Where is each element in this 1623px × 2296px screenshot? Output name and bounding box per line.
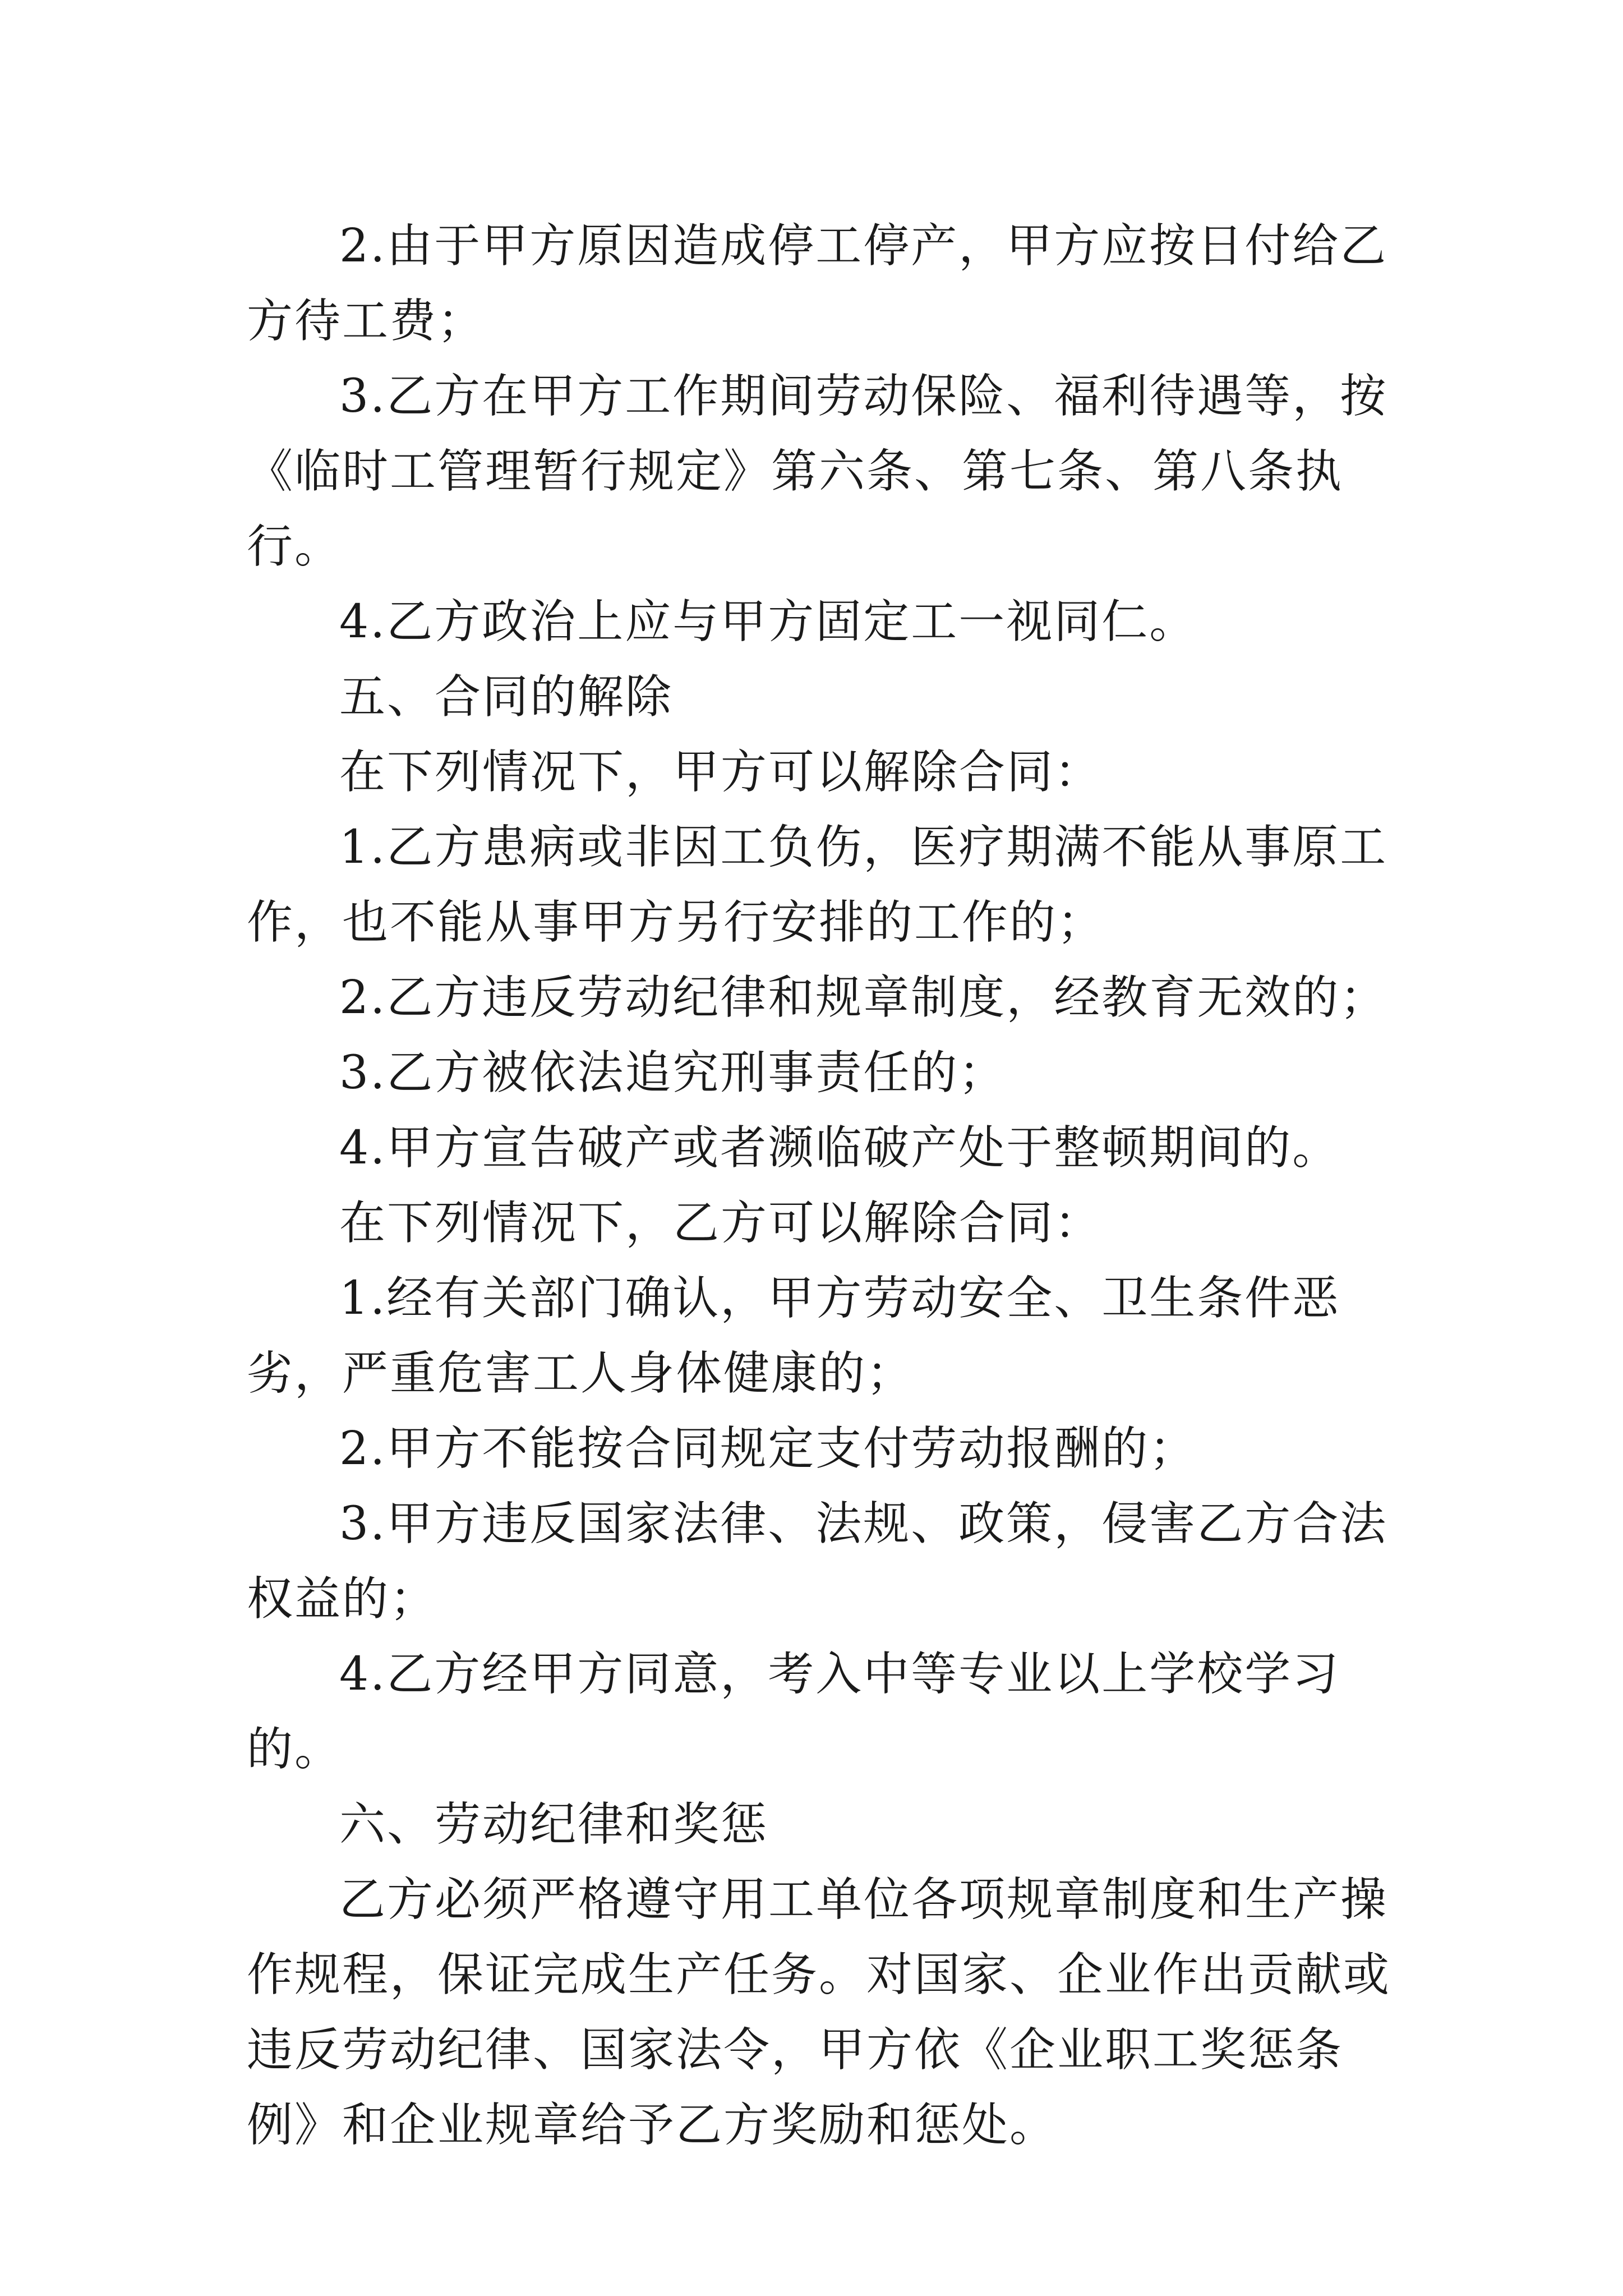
document-page [247, 209, 1396, 2163]
list-item-b-4: 4.乙方经甲方同意，考入中等专业以上学校学习的。 [247, 1648, 1340, 1776]
paragraph-discipline-rules: 乙方必须严格遵守用工单位各项规章制度和生产操作规程，保证完成生产任务。对国家、企业作出贡献或违反劳动纪律、国家法令，甲方依《企业职工奖惩条例》和企业规章给予乙方奖励和惩处。 [247, 1873, 1391, 2152]
paragraph-party-b-terminate-intro: 在下列情况下，乙方可以解除合同： [339, 1197, 1103, 1250]
list-item-a-2: 2.乙方违反劳动纪律和规章制度，经教育无效的； [339, 971, 1388, 1024]
list-item-b-1: 1.经有关部门确认，甲方劳动安全、卫生条件恶劣，严重危害工人身体健康的； [247, 1272, 1340, 1400]
section-heading-termination: 五、合同的解除 [339, 670, 674, 724]
paragraph-insurance-benefits: 3.乙方在甲方工作期间劳动保险、福利待遇等，按《临时工管理暂行规定》第六条、第七条、第八条执行。 [247, 370, 1388, 573]
list-item-b-2: 2.甲方不能按合同规定支付劳动报酬的； [339, 1422, 1197, 1475]
list-item-a-1: 1.乙方患病或非因工负伤，医疗期满不能从事原工作，也不能从事甲方另行安排的工作的； [247, 821, 1388, 949]
section-heading-discipline: 六、劳动纪律和奖惩 [339, 1798, 769, 1851]
paragraph-party-a-terminate-intro: 在下列情况下，甲方可以解除合同： [339, 746, 1103, 799]
paragraph-standby-pay: 2.由于甲方原因造成停工停产，甲方应按日付给乙方待工费； [247, 219, 1388, 348]
list-item-a-4: 4.甲方宣告破产或者濒临破产处于整顿期间的。 [339, 1121, 1340, 1175]
list-item-b-3: 3.甲方违反国家法律、法规、政策，侵害乙方合法权益的； [247, 1497, 1388, 1626]
list-item-a-3: 3.乙方被依法追究刑事责任的； [339, 1046, 1007, 1099]
paragraph-equal-treatment: 4.乙方政治上应与甲方固定工一视同仁。 [339, 595, 1197, 648]
